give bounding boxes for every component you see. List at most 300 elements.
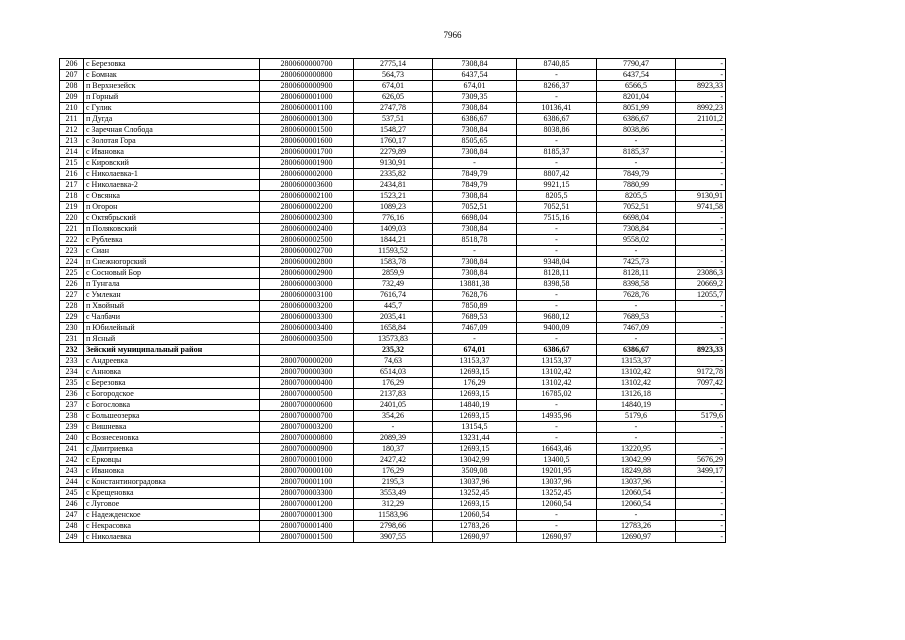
table-row bbox=[60, 444, 726, 455]
table-row bbox=[60, 213, 726, 224]
settlement-name: п Снежногорский bbox=[84, 257, 260, 268]
settlement-name: п Тунгала bbox=[84, 279, 260, 290]
value-4: 13126,18 bbox=[597, 389, 676, 400]
oktmo-code: 2800600003600 bbox=[260, 180, 354, 191]
settlement-name: с Овсянка bbox=[84, 191, 260, 202]
value-2: 13042,99 bbox=[433, 455, 517, 466]
value-3: - bbox=[517, 235, 597, 246]
data-table bbox=[59, 58, 726, 543]
value-5: - bbox=[676, 92, 726, 103]
table-row bbox=[60, 400, 726, 411]
value-1: 1548,27 bbox=[354, 125, 433, 136]
value-3: - bbox=[517, 158, 597, 169]
table-row bbox=[60, 180, 726, 191]
value-1: 732,49 bbox=[354, 279, 433, 290]
table-row bbox=[60, 92, 726, 103]
value-1: 2747,78 bbox=[354, 103, 433, 114]
oktmo-code: 2800700001500 bbox=[260, 532, 354, 543]
value-5: - bbox=[676, 444, 726, 455]
value-1: 1844,21 bbox=[354, 235, 433, 246]
value-3: - bbox=[517, 246, 597, 257]
oktmo-code: 2800700001100 bbox=[260, 477, 354, 488]
table-row bbox=[60, 70, 726, 81]
value-5: 8923,33 bbox=[676, 81, 726, 92]
value-4: 13102,42 bbox=[597, 367, 676, 378]
value-4: 6386,67 bbox=[597, 114, 676, 125]
value-5: - bbox=[676, 257, 726, 268]
value-1: 9130,91 bbox=[354, 158, 433, 169]
value-3: 6386,67 bbox=[517, 114, 597, 125]
oktmo-code: 2800600003000 bbox=[260, 279, 354, 290]
table-row bbox=[60, 158, 726, 169]
value-4: 8205,5 bbox=[597, 191, 676, 202]
settlement-name: п Дугда bbox=[84, 114, 260, 125]
value-4: 7849,79 bbox=[597, 169, 676, 180]
row-number: 221 bbox=[60, 224, 84, 235]
oktmo-code: 2800600002000 bbox=[260, 169, 354, 180]
value-1: 2035,41 bbox=[354, 312, 433, 323]
row-number: 212 bbox=[60, 125, 84, 136]
value-3: 13400,5 bbox=[517, 455, 597, 466]
value-5: - bbox=[676, 59, 726, 70]
value-3: - bbox=[517, 510, 597, 521]
value-2: 7309,35 bbox=[433, 92, 517, 103]
value-2: 13231,44 bbox=[433, 433, 517, 444]
value-2: 7308,84 bbox=[433, 224, 517, 235]
table-row bbox=[60, 356, 726, 367]
value-2: 176,29 bbox=[433, 378, 517, 389]
settlement-name: с Вишневка bbox=[84, 422, 260, 433]
value-3: 9348,04 bbox=[517, 257, 597, 268]
value-1: 1658,84 bbox=[354, 323, 433, 334]
row-number: 236 bbox=[60, 389, 84, 400]
oktmo-code: 2800600001700 bbox=[260, 147, 354, 158]
oktmo-code: 2800600002100 bbox=[260, 191, 354, 202]
value-3: 16643,46 bbox=[517, 444, 597, 455]
settlement-name: с Ерковцы bbox=[84, 455, 260, 466]
value-2: 7308,84 bbox=[433, 268, 517, 279]
value-1: 2089,39 bbox=[354, 433, 433, 444]
value-4: 13037,96 bbox=[597, 477, 676, 488]
table-row bbox=[60, 279, 726, 290]
page-number: 7966 bbox=[443, 30, 462, 40]
settlement-name: с Николаевка bbox=[84, 532, 260, 543]
value-5: 23086,3 bbox=[676, 268, 726, 279]
value-5: 3499,17 bbox=[676, 466, 726, 477]
value-2: 6386,67 bbox=[433, 114, 517, 125]
settlement-name: Зейский муниципальный район bbox=[84, 345, 260, 356]
value-2: 7849,79 bbox=[433, 169, 517, 180]
row-number: 217 bbox=[60, 180, 84, 191]
table-row bbox=[60, 125, 726, 136]
value-5: - bbox=[676, 312, 726, 323]
value-1: 776,16 bbox=[354, 213, 433, 224]
oktmo-code: 2800600003500 bbox=[260, 334, 354, 345]
value-4: - bbox=[597, 158, 676, 169]
value-4: - bbox=[597, 246, 676, 257]
oktmo-code: 2800700000400 bbox=[260, 378, 354, 389]
value-4: 8128,11 bbox=[597, 268, 676, 279]
value-3: 9400,09 bbox=[517, 323, 597, 334]
value-5: 5676,29 bbox=[676, 455, 726, 466]
value-2: 674,01 bbox=[433, 81, 517, 92]
value-5: - bbox=[676, 389, 726, 400]
settlement-name: с Сосновый Бор bbox=[84, 268, 260, 279]
settlement-name: п Поляковский bbox=[84, 224, 260, 235]
value-3: 12060,54 bbox=[517, 499, 597, 510]
value-5: - bbox=[676, 488, 726, 499]
value-5: - bbox=[676, 213, 726, 224]
value-1: 2775,14 bbox=[354, 59, 433, 70]
value-4: - bbox=[597, 301, 676, 312]
oktmo-code: 2800700001400 bbox=[260, 521, 354, 532]
value-1: 1089,23 bbox=[354, 202, 433, 213]
value-5: - bbox=[676, 246, 726, 257]
oktmo-code: 2800600002300 bbox=[260, 213, 354, 224]
value-1: 2335,82 bbox=[354, 169, 433, 180]
value-3: 8205,5 bbox=[517, 191, 597, 202]
settlement-name: п Юбилейный bbox=[84, 323, 260, 334]
table-row bbox=[60, 191, 726, 202]
value-5: - bbox=[676, 235, 726, 246]
value-4: 6386,67 bbox=[597, 345, 676, 356]
settlement-name: с Анновка bbox=[84, 367, 260, 378]
value-3: - bbox=[517, 400, 597, 411]
table-row bbox=[60, 202, 726, 213]
table-row bbox=[60, 389, 726, 400]
oktmo-code: 2800600001500 bbox=[260, 125, 354, 136]
row-number: 232 bbox=[60, 345, 84, 356]
value-4: 14840,19 bbox=[597, 400, 676, 411]
value-1: 1409,03 bbox=[354, 224, 433, 235]
value-5: - bbox=[676, 224, 726, 235]
value-4: 7880,99 bbox=[597, 180, 676, 191]
value-4: 8051,99 bbox=[597, 103, 676, 114]
table-row bbox=[60, 224, 726, 235]
row-number: 230 bbox=[60, 323, 84, 334]
oktmo-code: 2800700000800 bbox=[260, 433, 354, 444]
value-5: - bbox=[676, 521, 726, 532]
row-number: 245 bbox=[60, 488, 84, 499]
table-row bbox=[60, 114, 726, 125]
value-3: 6386,67 bbox=[517, 345, 597, 356]
value-3: 13037,96 bbox=[517, 477, 597, 488]
value-5: 9172,78 bbox=[676, 367, 726, 378]
row-number: 225 bbox=[60, 268, 84, 279]
value-1: 180,37 bbox=[354, 444, 433, 455]
settlement-name: с Луговое bbox=[84, 499, 260, 510]
row-number: 235 bbox=[60, 378, 84, 389]
value-1: 2798,66 bbox=[354, 521, 433, 532]
value-3: 13252,45 bbox=[517, 488, 597, 499]
value-5: - bbox=[676, 356, 726, 367]
settlement-name: с Сиан bbox=[84, 246, 260, 257]
value-2: 14840,19 bbox=[433, 400, 517, 411]
value-1: 312,29 bbox=[354, 499, 433, 510]
table-row bbox=[60, 466, 726, 477]
value-2: 12693,15 bbox=[433, 411, 517, 422]
value-5: - bbox=[676, 301, 726, 312]
row-number: 243 bbox=[60, 466, 84, 477]
value-5: 8923,33 bbox=[676, 345, 726, 356]
value-2: 7308,84 bbox=[433, 147, 517, 158]
value-2: - bbox=[433, 334, 517, 345]
value-3: - bbox=[517, 334, 597, 345]
value-4: 7425,73 bbox=[597, 257, 676, 268]
settlement-name: с Богородское bbox=[84, 389, 260, 400]
value-1: 2279,89 bbox=[354, 147, 433, 158]
table-row bbox=[60, 268, 726, 279]
row-number: 220 bbox=[60, 213, 84, 224]
oktmo-code: 2800700003200 bbox=[260, 422, 354, 433]
table-row bbox=[60, 433, 726, 444]
value-2: 7308,84 bbox=[433, 59, 517, 70]
value-5: 9741,58 bbox=[676, 202, 726, 213]
value-3: 7052,51 bbox=[517, 202, 597, 213]
value-3: - bbox=[517, 433, 597, 444]
row-number: 211 bbox=[60, 114, 84, 125]
row-number: 210 bbox=[60, 103, 84, 114]
value-2: 8518,78 bbox=[433, 235, 517, 246]
value-1: 11593,52 bbox=[354, 246, 433, 257]
row-number: 215 bbox=[60, 158, 84, 169]
value-1: 176,29 bbox=[354, 378, 433, 389]
value-2: 13881,38 bbox=[433, 279, 517, 290]
oktmo-code: 2800700003300 bbox=[260, 488, 354, 499]
value-4: 13220,95 bbox=[597, 444, 676, 455]
settlement-name: с Ивановка bbox=[84, 147, 260, 158]
settlement-name: с Богословка bbox=[84, 400, 260, 411]
value-4: 8038,86 bbox=[597, 125, 676, 136]
row-number: 238 bbox=[60, 411, 84, 422]
oktmo-code: 2800600000900 bbox=[260, 81, 354, 92]
value-2: 12693,15 bbox=[433, 444, 517, 455]
value-5: - bbox=[676, 180, 726, 191]
oktmo-code: 2800600002500 bbox=[260, 235, 354, 246]
value-2: 8505,65 bbox=[433, 136, 517, 147]
settlement-name: с Березовка bbox=[84, 378, 260, 389]
value-5: - bbox=[676, 532, 726, 543]
table-row bbox=[60, 477, 726, 488]
value-1: 3553,49 bbox=[354, 488, 433, 499]
value-4: 7689,53 bbox=[597, 312, 676, 323]
value-2: 3509,08 bbox=[433, 466, 517, 477]
table-row bbox=[60, 422, 726, 433]
value-1: 74,63 bbox=[354, 356, 433, 367]
oktmo-code: 2800600002400 bbox=[260, 224, 354, 235]
value-5: 8992,23 bbox=[676, 103, 726, 114]
settlement-name: с Николаевка-1 bbox=[84, 169, 260, 180]
row-number: 208 bbox=[60, 81, 84, 92]
value-5: 9130,91 bbox=[676, 191, 726, 202]
settlement-name: п Верхнезейск bbox=[84, 81, 260, 92]
table-row bbox=[60, 323, 726, 334]
table-row bbox=[60, 169, 726, 180]
value-1: 537,51 bbox=[354, 114, 433, 125]
value-5: 12055,7 bbox=[676, 290, 726, 301]
value-4: - bbox=[597, 510, 676, 521]
value-5: - bbox=[676, 510, 726, 521]
value-1: 176,29 bbox=[354, 466, 433, 477]
value-4: 18249,88 bbox=[597, 466, 676, 477]
settlement-name: с Ивановка bbox=[84, 466, 260, 477]
value-1: 2434,81 bbox=[354, 180, 433, 191]
value-3: - bbox=[517, 521, 597, 532]
row-number: 239 bbox=[60, 422, 84, 433]
oktmo-code: 2800700000900 bbox=[260, 444, 354, 455]
row-number: 218 bbox=[60, 191, 84, 202]
oktmo-code: 2800600000700 bbox=[260, 59, 354, 70]
value-5: - bbox=[676, 477, 726, 488]
value-1: 7616,74 bbox=[354, 290, 433, 301]
oktmo-code bbox=[260, 345, 354, 356]
table-row bbox=[60, 532, 726, 543]
settlement-name: с Рублевка bbox=[84, 235, 260, 246]
value-5: - bbox=[676, 169, 726, 180]
settlement-name: с Крещеновка bbox=[84, 488, 260, 499]
value-4: 13102,42 bbox=[597, 378, 676, 389]
value-5: - bbox=[676, 323, 726, 334]
row-number: 222 bbox=[60, 235, 84, 246]
value-2: 6698,04 bbox=[433, 213, 517, 224]
value-4: 7467,09 bbox=[597, 323, 676, 334]
table-row bbox=[60, 235, 726, 246]
value-4: - bbox=[597, 422, 676, 433]
value-1: 6514,03 bbox=[354, 367, 433, 378]
value-3: 9680,12 bbox=[517, 312, 597, 323]
oktmo-code: 2800700000300 bbox=[260, 367, 354, 378]
settlement-name: с Березовка bbox=[84, 59, 260, 70]
value-2: 7467,09 bbox=[433, 323, 517, 334]
value-1: 2195,3 bbox=[354, 477, 433, 488]
value-4: 8398,58 bbox=[597, 279, 676, 290]
oktmo-code: 2800600002700 bbox=[260, 246, 354, 257]
value-3: 13102,42 bbox=[517, 378, 597, 389]
table-row bbox=[60, 147, 726, 158]
settlement-name: с Некрасовка bbox=[84, 521, 260, 532]
row-number: 227 bbox=[60, 290, 84, 301]
table-row bbox=[60, 246, 726, 257]
settlement-name: п Горный bbox=[84, 92, 260, 103]
table-row bbox=[60, 378, 726, 389]
value-3: 8807,42 bbox=[517, 169, 597, 180]
value-3: 14935,96 bbox=[517, 411, 597, 422]
value-2: 12693,15 bbox=[433, 499, 517, 510]
value-4: 7308,84 bbox=[597, 224, 676, 235]
row-number: 241 bbox=[60, 444, 84, 455]
value-5: - bbox=[676, 499, 726, 510]
value-2: 6437,54 bbox=[433, 70, 517, 81]
value-3: 13153,37 bbox=[517, 356, 597, 367]
value-1: 3907,55 bbox=[354, 532, 433, 543]
oktmo-code: 2800600001600 bbox=[260, 136, 354, 147]
settlement-name: с Дмитриевка bbox=[84, 444, 260, 455]
value-4: 12060,54 bbox=[597, 488, 676, 499]
row-number: 247 bbox=[60, 510, 84, 521]
table-row bbox=[60, 257, 726, 268]
value-5: - bbox=[676, 422, 726, 433]
oktmo-code: 2800600000800 bbox=[260, 70, 354, 81]
settlement-name: с Бомнак bbox=[84, 70, 260, 81]
oktmo-code: 2800700000200 bbox=[260, 356, 354, 367]
table-row bbox=[60, 367, 726, 378]
oktmo-code: 2800600003100 bbox=[260, 290, 354, 301]
value-5: - bbox=[676, 70, 726, 81]
value-4: 6437,54 bbox=[597, 70, 676, 81]
oktmo-code: 2800600001300 bbox=[260, 114, 354, 125]
value-5: 5179,6 bbox=[676, 411, 726, 422]
value-2: 7689,53 bbox=[433, 312, 517, 323]
value-2: 13153,37 bbox=[433, 356, 517, 367]
row-number: 246 bbox=[60, 499, 84, 510]
settlement-name: с Заречная Слобода bbox=[84, 125, 260, 136]
settlement-name: с Константиноградовка bbox=[84, 477, 260, 488]
value-2: 13154,5 bbox=[433, 422, 517, 433]
settlement-name: с Николаевка-2 bbox=[84, 180, 260, 191]
table-row bbox=[60, 81, 726, 92]
value-2: 7308,84 bbox=[433, 103, 517, 114]
value-2: - bbox=[433, 158, 517, 169]
oktmo-code: 2800600002800 bbox=[260, 257, 354, 268]
value-1: 13573,83 bbox=[354, 334, 433, 345]
value-1: 11583,96 bbox=[354, 510, 433, 521]
value-2: 674,01 bbox=[433, 345, 517, 356]
value-1: 2427,42 bbox=[354, 455, 433, 466]
table-row bbox=[60, 510, 726, 521]
table-row bbox=[60, 103, 726, 114]
value-3: 19201,95 bbox=[517, 466, 597, 477]
settlement-name: с Андреевка bbox=[84, 356, 260, 367]
table-row bbox=[60, 488, 726, 499]
value-5: - bbox=[676, 433, 726, 444]
value-4: - bbox=[597, 136, 676, 147]
value-2: 12783,26 bbox=[433, 521, 517, 532]
row-number: 223 bbox=[60, 246, 84, 257]
oktmo-code: 2800600001100 bbox=[260, 103, 354, 114]
settlement-name: с Чалбачи bbox=[84, 312, 260, 323]
value-1: 445,7 bbox=[354, 301, 433, 312]
value-2: 7850,89 bbox=[433, 301, 517, 312]
table-row bbox=[60, 301, 726, 312]
oktmo-code: 2800600001900 bbox=[260, 158, 354, 169]
value-4: 12690,97 bbox=[597, 532, 676, 543]
oktmo-code: 2800700000700 bbox=[260, 411, 354, 422]
table-row bbox=[60, 499, 726, 510]
value-1: 564,73 bbox=[354, 70, 433, 81]
value-5: 20669,2 bbox=[676, 279, 726, 290]
settlement-name: с Надежденское bbox=[84, 510, 260, 521]
value-1: 626,05 bbox=[354, 92, 433, 103]
oktmo-code: 2800700000500 bbox=[260, 389, 354, 400]
value-3: - bbox=[517, 422, 597, 433]
value-1: 2137,83 bbox=[354, 389, 433, 400]
value-5: - bbox=[676, 334, 726, 345]
oktmo-code: 2800600001000 bbox=[260, 92, 354, 103]
oktmo-code: 2800700001000 bbox=[260, 455, 354, 466]
value-4: 7790,47 bbox=[597, 59, 676, 70]
row-number: 237 bbox=[60, 400, 84, 411]
value-2: 7308,84 bbox=[433, 125, 517, 136]
value-2: - bbox=[433, 246, 517, 257]
value-3: - bbox=[517, 70, 597, 81]
value-2: 12693,15 bbox=[433, 367, 517, 378]
value-1: - bbox=[354, 422, 433, 433]
settlement-name: с Вознесеновка bbox=[84, 433, 260, 444]
settlement-name: с Гулик bbox=[84, 103, 260, 114]
table-row bbox=[60, 521, 726, 532]
row-number: 244 bbox=[60, 477, 84, 488]
table-row bbox=[60, 59, 726, 70]
